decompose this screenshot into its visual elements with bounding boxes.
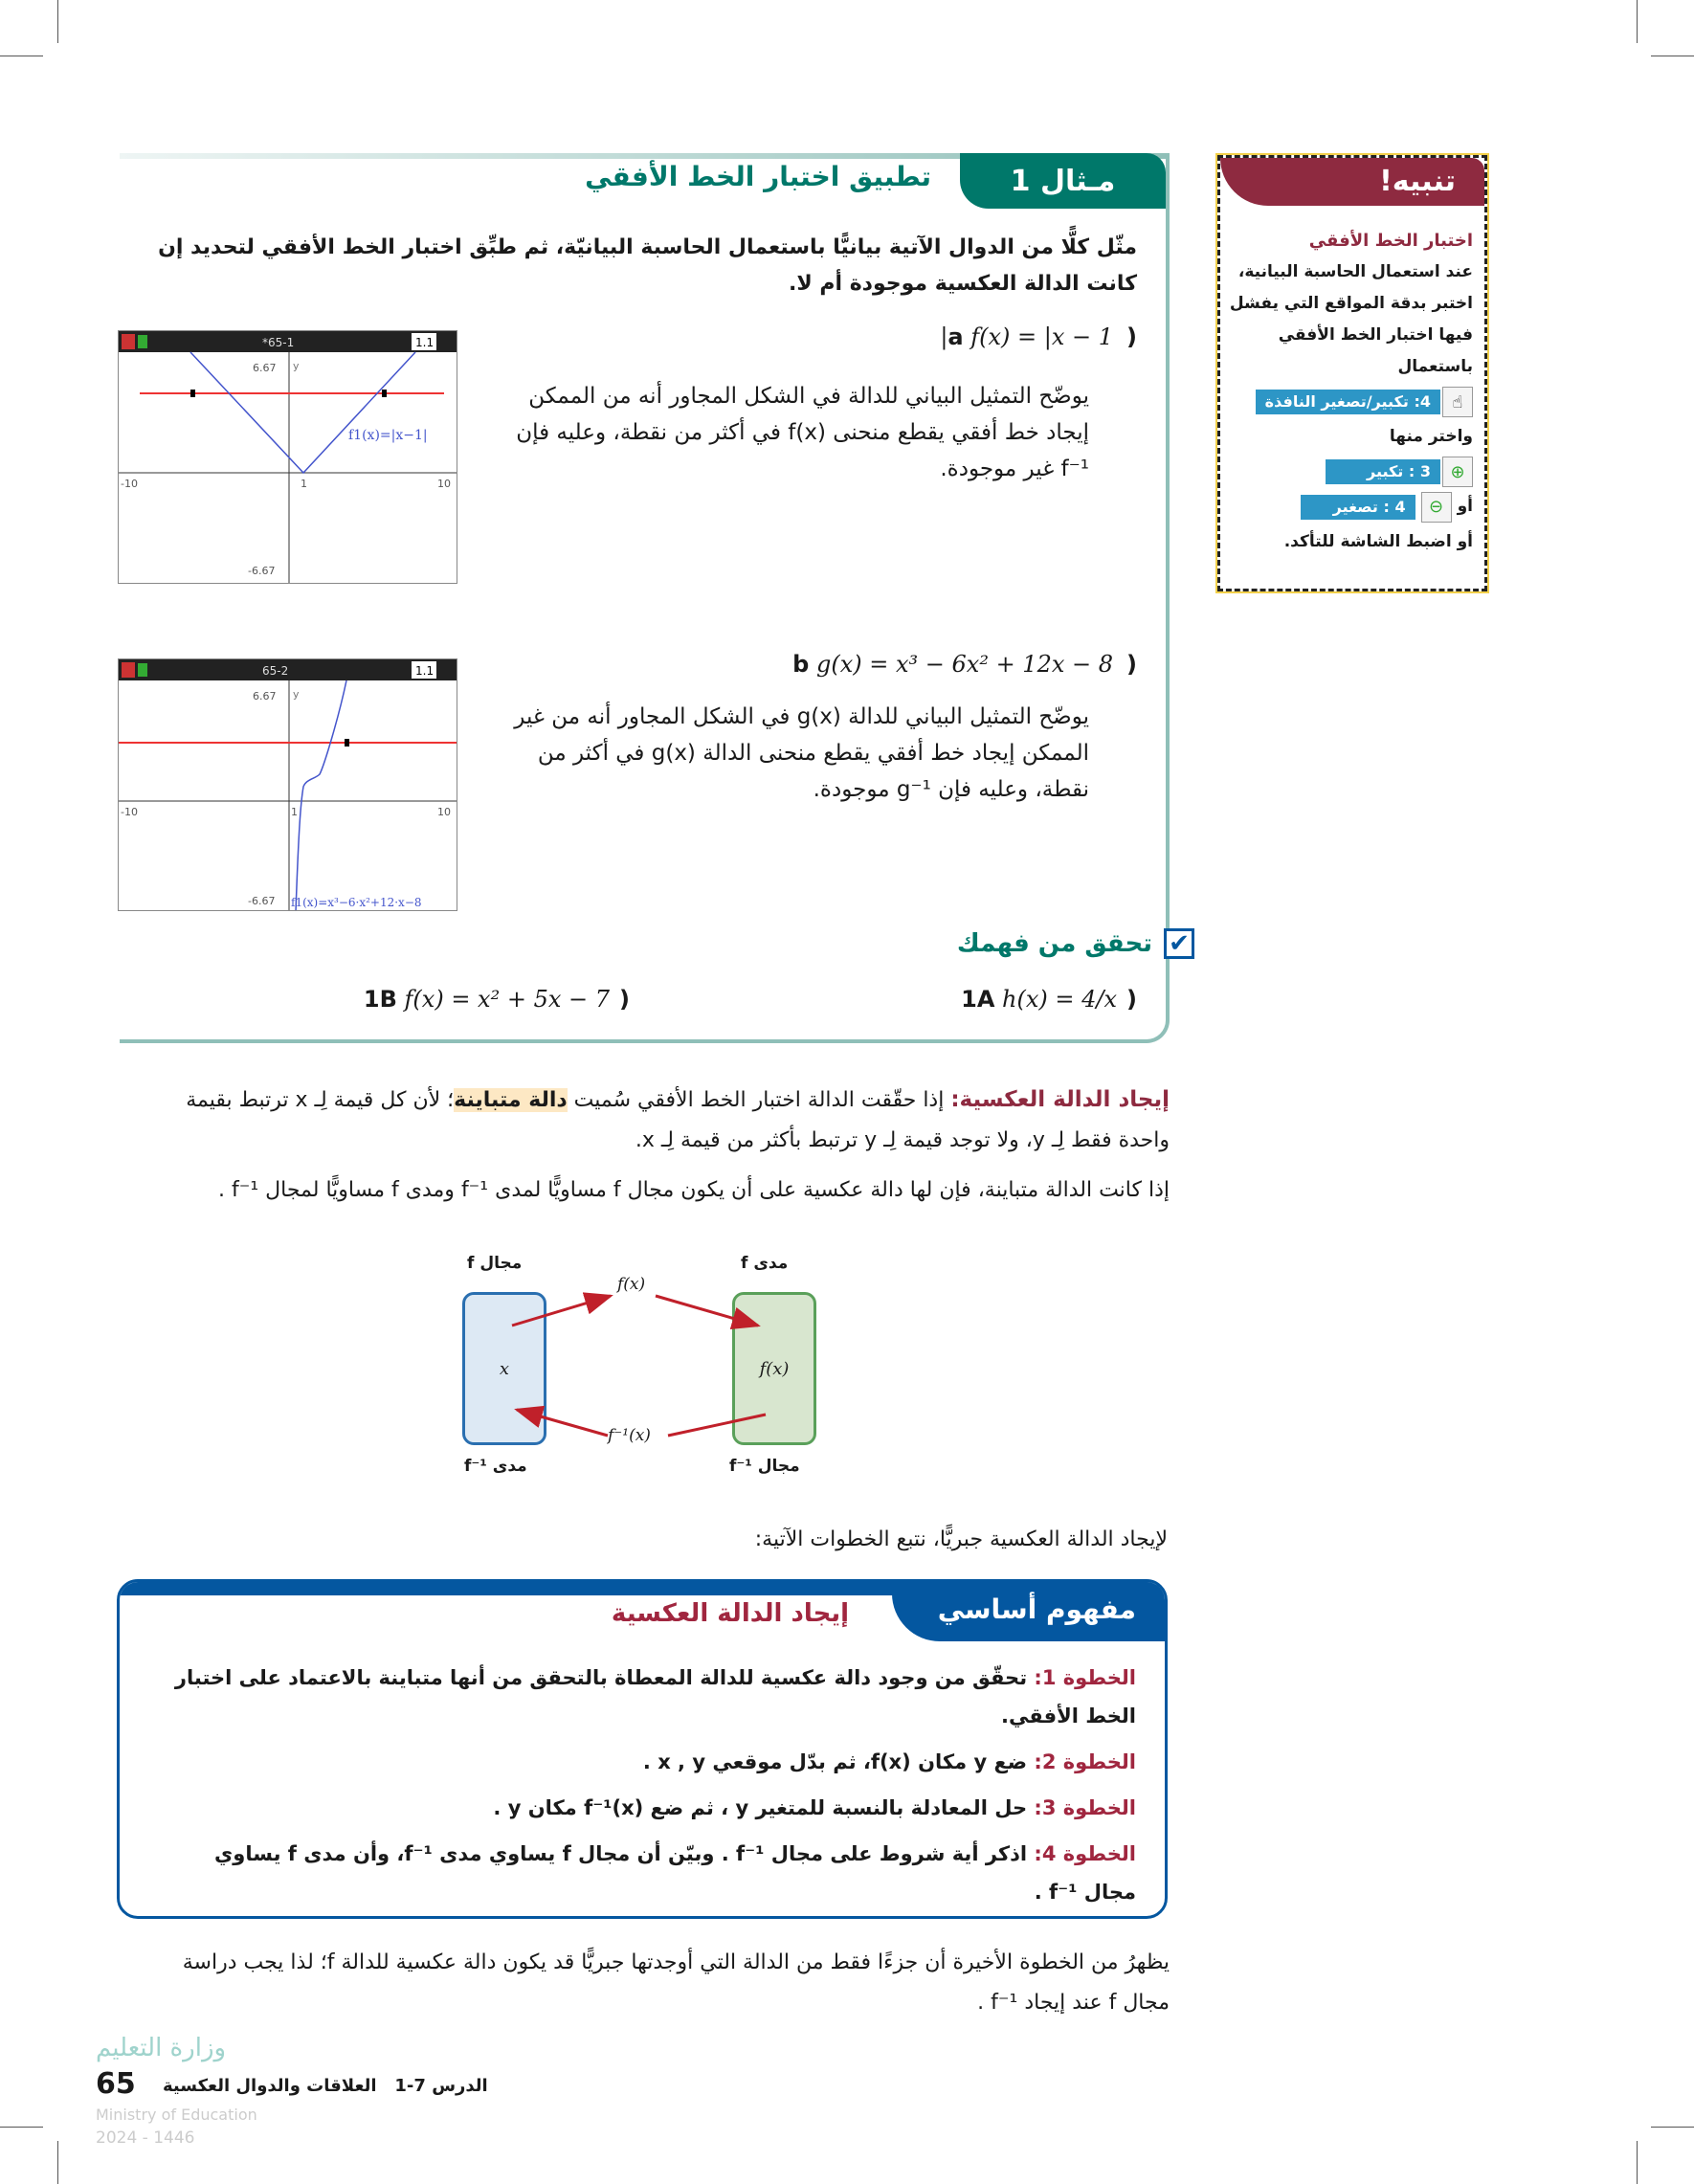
crop-mark (0, 2127, 43, 2128)
exercise-1a-label: (1A (961, 986, 1137, 1013)
section-paragraphs (144, 1080, 1170, 1209)
close-icon (122, 662, 135, 678)
crop-mark (1637, 0, 1638, 43)
domain-finv-label: مجال f⁻¹ (729, 1457, 800, 1476)
screen-tab-label: 65-2 (262, 664, 289, 678)
domain-f-label: مجال f (467, 1254, 523, 1273)
ministry-watermark: وزارة التعليم (96, 2034, 227, 2062)
menu-chip-zoom-out: 4 : تصغير (1301, 495, 1415, 520)
menu-chip-zoom-window: 4: تكبير/تصغير النافذة (1256, 390, 1440, 414)
step-3 (160, 1789, 1136, 1827)
step-label: الخطوة 4: (1034, 1842, 1136, 1865)
part-a-text: يوضّح التمثيل البياني للدالة في الشكل المجاور أنه من الممكن إيجاد خط أفقي يقطع منحنى f(x) في أكثر من نقطة، وعليه فإن f⁻¹ غير موجودة. (516, 384, 1089, 481)
checkmark-icon: ✔ (1164, 928, 1194, 959)
note-or: أو (1457, 497, 1473, 516)
arrow-finv (517, 1410, 608, 1436)
part-a-heading (940, 323, 1137, 350)
inverse-condition-paragraph: إذا كانت الدالة متباينة، فإن لها دالة عكسية على أن يكون مجال f مساويًّا لمدى f⁻¹ ومدى f مساويًّا لمجال f⁻¹ . (217, 1178, 1170, 1202)
xmin-label: -10 (121, 806, 138, 818)
zoom-window-menu (1229, 387, 1473, 417)
year-watermark: 2024 - 1446 (96, 2128, 195, 2148)
note-end: أو اضبط الشاشة للتأكد. (1283, 532, 1473, 551)
steps-list (160, 1659, 1136, 1911)
exercise-1b-label: (1B (363, 986, 630, 1013)
step-text: اذكر أية شروط على مجال f⁻¹ . وبيّن أن مجال f يساوي مدى f⁻¹، وأن مدى f يساوي مجال f⁻¹ . (214, 1842, 1136, 1904)
x-one-label: 1 (301, 478, 307, 490)
footer-lesson (163, 2075, 488, 2098)
example-title: تطبيق اختبار الخط الأفقي (585, 161, 931, 192)
range-f-label: مدى f (741, 1254, 789, 1273)
x-element: x (499, 1358, 510, 1379)
example-tab: مـثال 1 (960, 153, 1166, 209)
fx-element: f(x) (759, 1358, 790, 1379)
lesson-title: العلاقات والدوال العكسية (163, 2076, 377, 2096)
menu-chip-zoom-in: 3 : تكبير (1326, 459, 1440, 484)
battery-icon (138, 663, 147, 677)
zoom-in-menu (1229, 457, 1473, 487)
exercise-1a-formula: h(x) = 4/x (1002, 986, 1118, 1013)
xmax-label: 10 (437, 806, 451, 818)
arrow-f (656, 1296, 758, 1326)
range-finv-label: مدى f⁻¹ (464, 1457, 527, 1476)
x-one-label: 1 (291, 806, 298, 818)
screen-page-label: 1.1 (415, 336, 435, 349)
step-label: الخطوة 1: (1034, 1666, 1136, 1689)
note-choose: واختر منها (1389, 427, 1473, 446)
concept-title: إيجاد الدالة العكسية (611, 1599, 849, 1628)
intersection-point (382, 390, 387, 397)
step-text: تحقّق من وجود دالة عكسية للدالة المعطاة بالتحقق من أنها متباينة بالاعتماد على اختبار الخط الأفقي. (174, 1666, 1136, 1727)
crop-mark (1651, 2127, 1694, 2128)
ymin-label: -6.67 (248, 565, 276, 577)
function-label: f1(x)=x³−6·x²+12·x−8 (291, 896, 422, 909)
xmin-label: -10 (121, 478, 138, 490)
part-b-label: (b (792, 651, 1137, 678)
exercise-1b-formula: f(x) = x² + 5x − 7 (404, 986, 611, 1013)
hand-cursor-icon: ☝ (1442, 387, 1473, 417)
lesson-number: الدرس 7-1 (394, 2076, 488, 2096)
paragraph-text: إذا حقّقت الدالة اختبار الخط الأفقي سُميت (573, 1088, 945, 1112)
part-b-heading (792, 651, 1137, 678)
part-b-formula: g(x) = x³ − 6x² + 12x − 8 (816, 651, 1114, 678)
page-number: 65 (96, 2067, 136, 2101)
ymax-label: 6.67 (253, 690, 277, 702)
screen-tab-label: *65-1 (262, 336, 295, 349)
y-axis-label: y (293, 688, 300, 701)
closing-paragraph: يظهرُ من الخطوة الأخيرة أن جزءًا فقط من الدالة التي أوجدتها جبريًّا قد يكون دالة عكسية للدالة f؛ لذا يجب دراسة مجال f عند إيجاد f⁻¹ . (182, 1950, 1170, 2015)
one-to-one-paragraph (144, 1080, 1170, 1161)
mapping-diagram (459, 1254, 823, 1493)
function-label: f1(x)=|x−1| (348, 428, 428, 443)
note-title: تنبيه! (1220, 158, 1484, 206)
check-heading (957, 928, 1194, 959)
part-b-text: يوضّح التمثيل البياني للدالة g(x) في الشكل المجاور أنه من غير الممكن إيجاد خط أفقي يقطع منحنى الدالة g(x) في أكثر من نقطة، وعليه فإن g⁻¹ موجودة. (514, 704, 1089, 802)
xmax-label: 10 (437, 478, 451, 490)
battery-icon (138, 335, 147, 348)
y-axis-label: y (293, 360, 300, 372)
part-a-formula: f(x) = |x − 1| (940, 323, 1114, 350)
note-box (1217, 155, 1487, 591)
zoom-out-menu (1229, 491, 1473, 523)
step-text: حل المعادلة بالنسبة للمتغير y ، ثم ضع f⁻¹(x) مكان y . (493, 1796, 1028, 1819)
arrow-f (512, 1296, 611, 1326)
arrow-finv (668, 1415, 766, 1436)
paragraph-text: ؛ لأن كل قيمة لِـ x ترتبط بقيمة واحدة فقط لِـ y، ولا توجد قيمة لِـ y ترتبط بأكثر من قيمة لِـ x. (186, 1088, 1170, 1152)
zoom-in-icon: ⊕ (1442, 457, 1473, 487)
steps-intro: لإيجاد الدالة العكسية جبريًّا، نتبع الخطوات الآتية: (754, 1527, 1168, 1551)
screen-page-label: 1.1 (415, 664, 435, 678)
ministry-watermark-en: Ministry of Education (96, 2106, 257, 2124)
key-concept-box (117, 1579, 1168, 1919)
ymax-label: 6.67 (253, 362, 277, 374)
step-text: ضع y مكان f(x)، ثم بدّل موقعي x , y . (642, 1750, 1028, 1773)
calculator-screen-b (118, 658, 457, 911)
zoom-out-icon: ⊖ (1421, 492, 1452, 523)
intersection-point (190, 390, 195, 397)
calculator-screen-a (118, 330, 457, 584)
crop-mark (57, 0, 58, 43)
note-heading: اختبار الخط الأفقي (1308, 231, 1473, 251)
function-curve (296, 680, 346, 911)
arrow-label-f: f(x) (617, 1275, 646, 1294)
step-label: الخطوة 2: (1034, 1750, 1136, 1773)
intersection-point (345, 739, 349, 747)
step-4 (160, 1835, 1136, 1911)
part-a-label: (a (947, 323, 1137, 350)
section-heading: إيجاد الدالة العكسية: (950, 1087, 1170, 1112)
step-label: الخطوة 3: (1034, 1796, 1136, 1819)
concept-tab: مفهوم أساسي (892, 1582, 1165, 1641)
close-icon (122, 334, 135, 349)
crop-mark (1637, 2141, 1638, 2184)
check-title: تحقق من فهمك (956, 929, 1152, 958)
function-curve (190, 352, 415, 473)
note-body: عند استعمال الحاسبة البيانية، اختبر بدقة المواقع التي يفشل فيها اختبار الخط الأفقي باستعمال (1229, 262, 1473, 376)
key-term: دالة متباينة (454, 1088, 568, 1112)
crop-mark (57, 2141, 58, 2184)
exercise-1a[interactable] (961, 986, 1137, 1013)
arrow-label-finv: f⁻¹(x) (608, 1426, 651, 1445)
ymin-label: -6.67 (248, 895, 276, 907)
step-2 (160, 1743, 1136, 1781)
example-intro: مثّل كلًّا من الدوال الآتية بيانيًّا باستعمال الحاسبة البيانيّة، ثم طبِّق اختبار الخط الأفقي لتحديد إن كانت الدالة العكسية موجودة أم لا. (158, 235, 1137, 296)
step-1 (160, 1659, 1136, 1735)
exercise-1b[interactable] (364, 986, 630, 1013)
